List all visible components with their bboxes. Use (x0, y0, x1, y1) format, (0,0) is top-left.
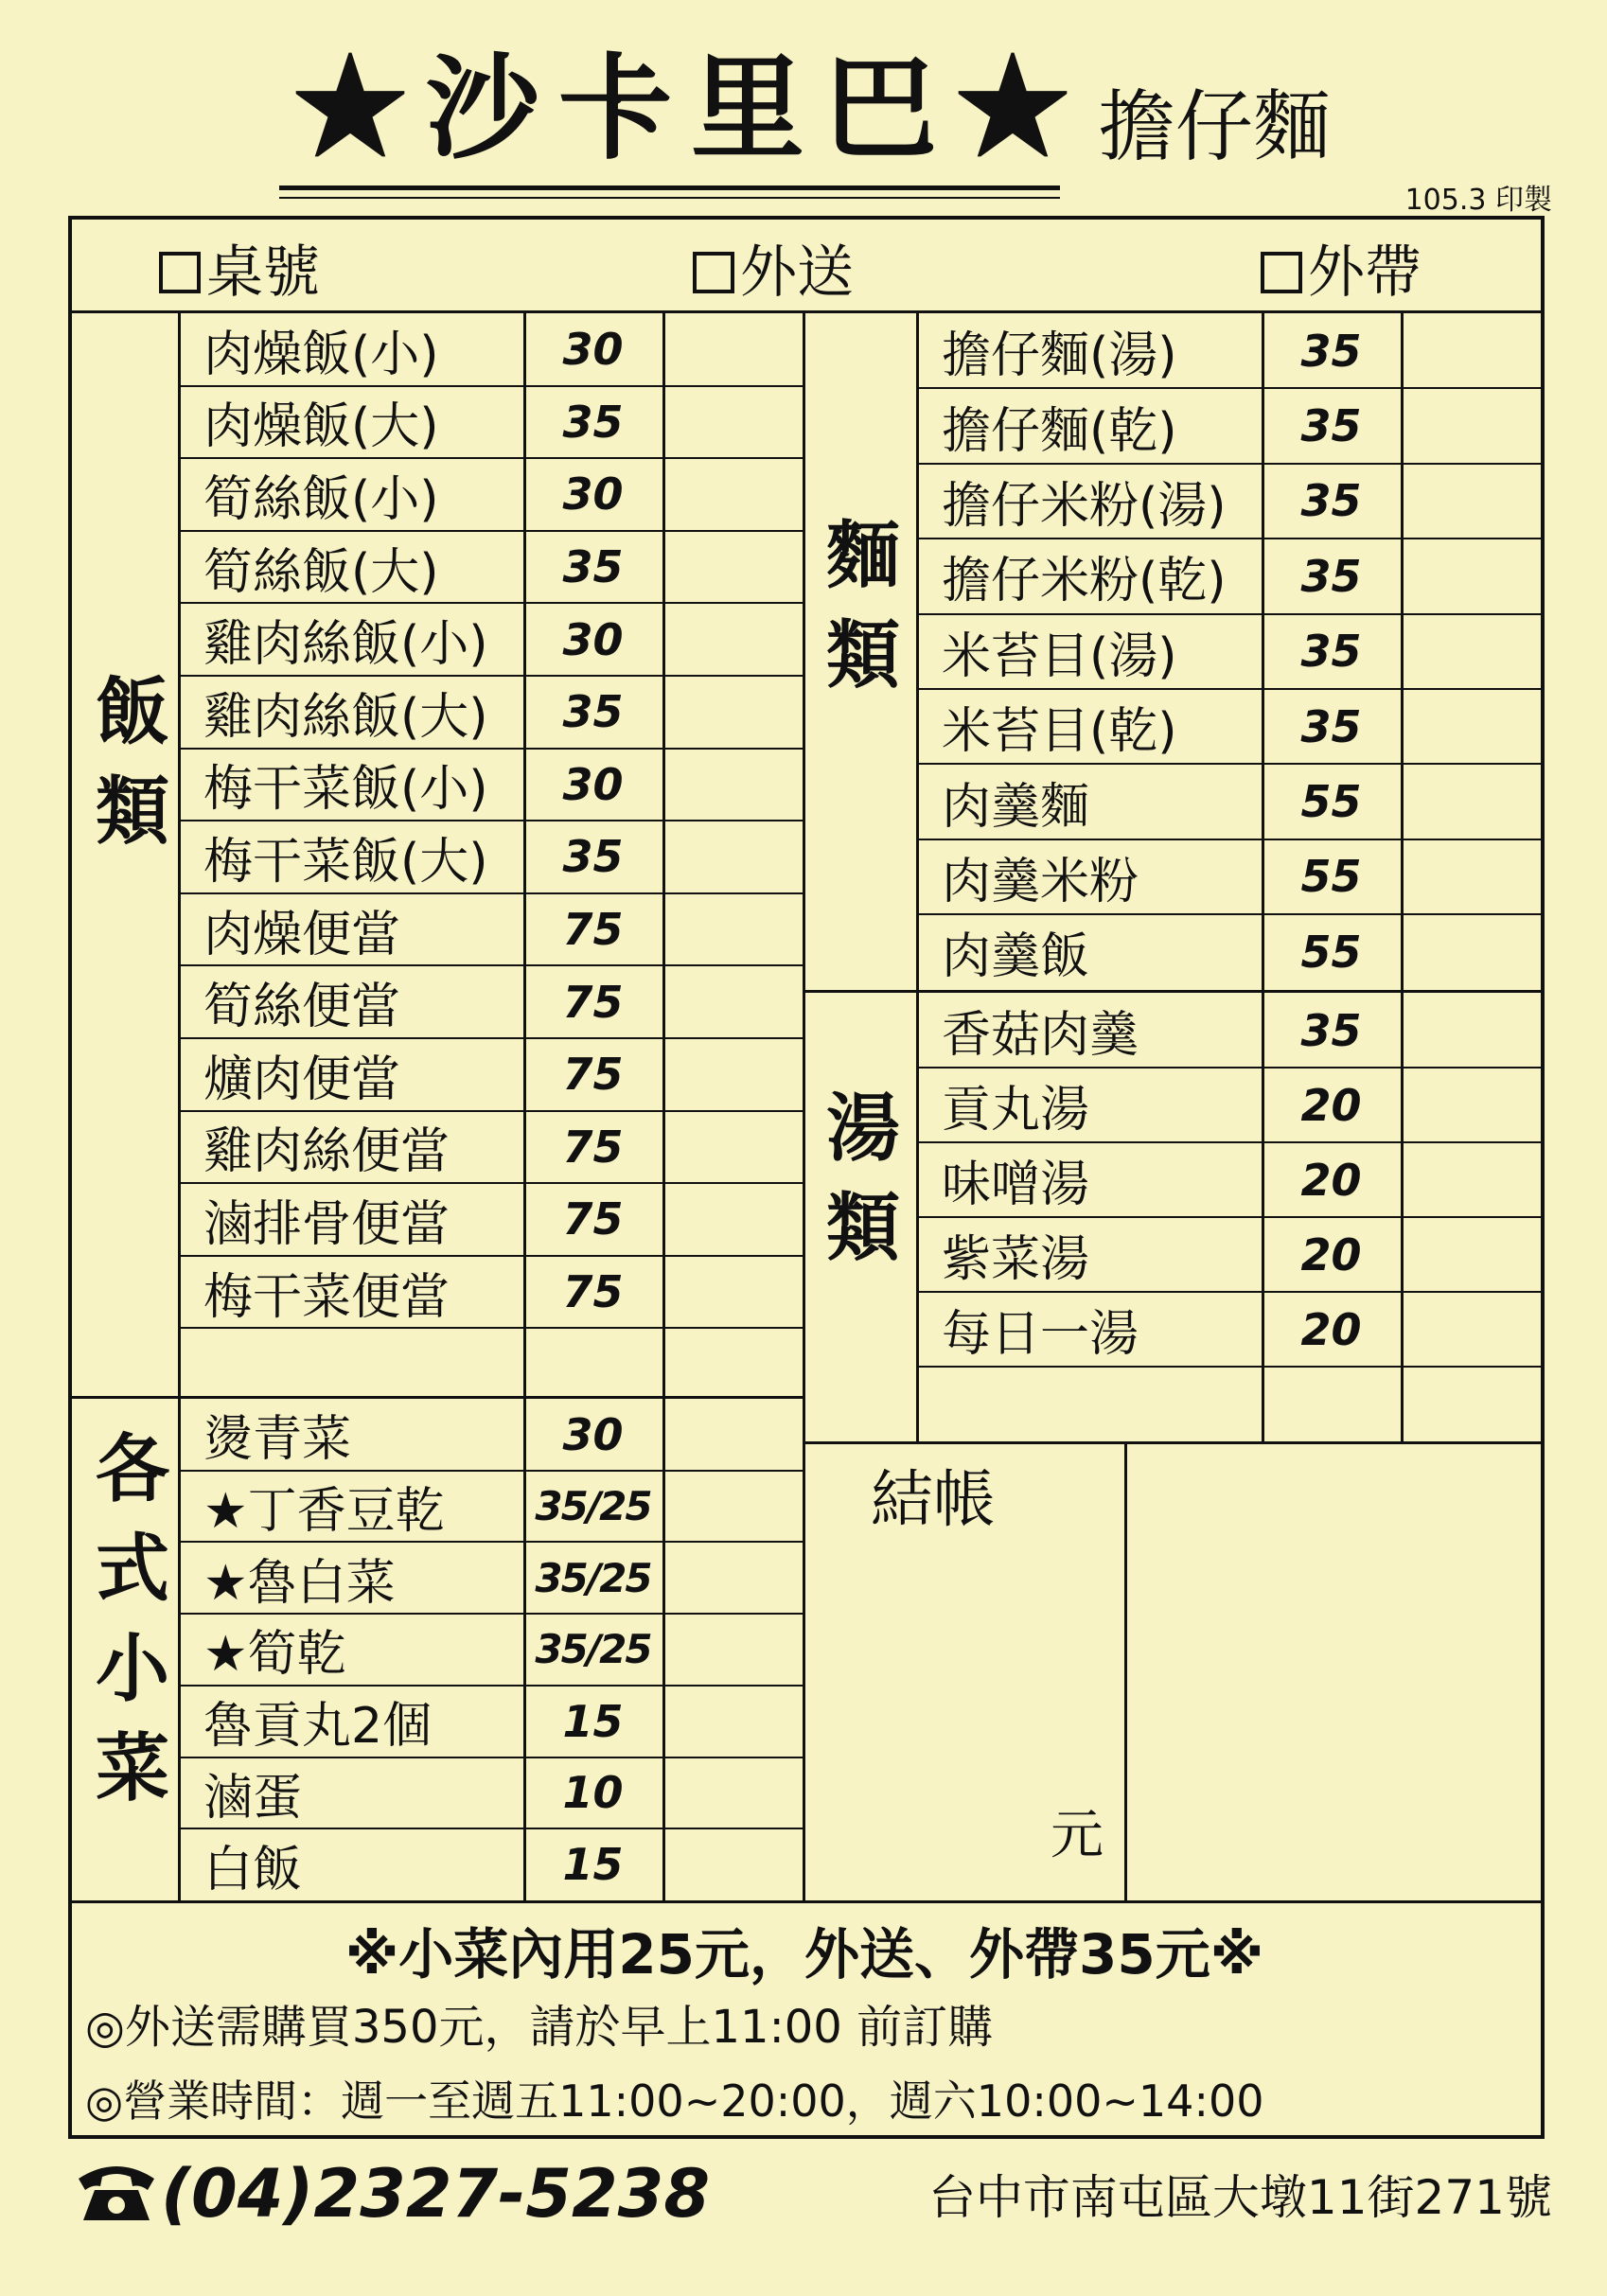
order-type-takeout[interactable] (1261, 235, 1507, 310)
menu-item-name: 筍絲便當 (203, 979, 401, 1036)
row-divider (919, 1216, 1541, 1218)
side-menu-row (181, 1471, 803, 1543)
order-type-delivery[interactable] (693, 235, 939, 310)
checkout-unit: 元 (1051, 1805, 1104, 1866)
rice-category-label: 飯 類 (95, 669, 169, 856)
menu-item-price: 35/25 (535, 1483, 651, 1530)
menu-item-price: 20 (1300, 1154, 1362, 1206)
noodle-menu-row (919, 464, 1541, 539)
quantity-field[interactable] (662, 1041, 803, 1108)
address: 台中市南屯區大墩11街271號 (927, 2170, 1552, 2225)
menu-item-name: 梅干菜便當 (203, 1268, 450, 1326)
noodle-menu-row (919, 313, 1541, 388)
row-divider (181, 530, 803, 532)
menu-item-name: ★魯白菜 (203, 1554, 396, 1612)
menu-item-name: 雞肉絲飯(小) (203, 616, 488, 674)
row-divider (181, 1327, 803, 1329)
rice-menu-row (181, 603, 803, 676)
quantity-field[interactable] (1401, 1369, 1541, 1439)
menu-item-name: 滷蛋 (203, 1769, 303, 1827)
quantity-field[interactable] (1401, 541, 1541, 610)
menu-item-name: ★丁香豆乾 (203, 1483, 445, 1541)
soup-menu-row (919, 1367, 1541, 1441)
menu-item-name: 米苔目(湯) (942, 627, 1177, 685)
menu-item-name: 擔仔米粉(乾) (942, 553, 1227, 610)
rice-menu-row (181, 531, 803, 604)
menu-item-name: 香菇肉羹 (942, 1007, 1139, 1064)
row-divider (181, 675, 803, 677)
row-divider (181, 1685, 803, 1687)
side-menu-row (181, 1757, 803, 1829)
row-divider (919, 613, 1541, 615)
checkout-label: 結帳 (871, 1463, 996, 1536)
menu-item-price: 35 (562, 541, 624, 593)
rice-menu-row (181, 1038, 803, 1111)
menu-item-name: 筍絲飯(小) (203, 470, 439, 528)
row-divider (181, 892, 803, 894)
row-divider (181, 1255, 803, 1257)
quantity-field[interactable] (1401, 842, 1541, 911)
row-divider (181, 1541, 803, 1543)
quantity-field[interactable] (662, 1616, 803, 1683)
menu-item-price: 15 (562, 1695, 624, 1747)
menu-item-name: 滷排骨便當 (203, 1195, 450, 1253)
quantity-field[interactable] (662, 1688, 803, 1755)
takeout-checkbox[interactable] (1261, 252, 1302, 293)
quantity-field[interactable] (662, 389, 803, 456)
menu-item-price: 35 (1300, 700, 1362, 752)
soup-menu-row (919, 1142, 1541, 1217)
side-category-label: 各 式 小 菜 (95, 1426, 169, 1811)
row-divider (181, 602, 803, 604)
rice-menu-row (181, 821, 803, 893)
quantity-field[interactable] (1401, 917, 1541, 986)
menu-item-price: 35/25 (535, 1554, 651, 1601)
menu-item-price: 35 (562, 686, 624, 738)
menu-item-price: 30 (562, 758, 624, 810)
menu-item-name: 筍絲飯(大) (203, 543, 439, 601)
menu-item-name: ★筍乾 (203, 1626, 346, 1684)
noodle-menu-row (919, 839, 1541, 914)
rice-menu-row (181, 965, 803, 1038)
row-divider (181, 457, 803, 459)
rice-menu-row (181, 458, 803, 531)
menu-item-name: 梅干菜飯(小) (203, 761, 488, 819)
telephone-icon (74, 2158, 159, 2224)
menu-item-price: 30 (562, 468, 624, 521)
menu-item-name: 味噌湯 (942, 1157, 1090, 1213)
phone-number[interactable]: (04)2327-5238 (161, 2155, 711, 2233)
menu-item-name: 擔仔麵(湯) (942, 327, 1177, 385)
delivery-note: ◎外送需購買350元，請於早上11:00 前訂購 (85, 2001, 994, 2054)
quantity-field[interactable] (662, 534, 803, 601)
quantity-field[interactable] (1401, 391, 1541, 460)
side-dish-price-note: ※小菜內用25元，外送、外帶35元※ (344, 1922, 1264, 1987)
menu-item-price: 35 (1300, 400, 1362, 452)
menu-item-price: 35 (1300, 626, 1362, 678)
row-divider (181, 1037, 803, 1039)
center-divider (803, 310, 805, 1900)
menu-item-name: 肉羹麵 (942, 778, 1090, 836)
row-divider (919, 1141, 1541, 1143)
row-divider (181, 1828, 803, 1829)
quantity-field[interactable] (1401, 692, 1541, 761)
row-divider (181, 1613, 803, 1615)
menu-item-name: 肉燥便當 (203, 906, 401, 963)
noodle-category-label: 麵 類 (825, 513, 900, 699)
quantity-field[interactable] (662, 1402, 803, 1468)
rice-menu-row (181, 1256, 803, 1329)
side-menu-row (181, 1828, 803, 1900)
quantity-field[interactable] (1401, 767, 1541, 836)
order-type-label: 外送 (740, 239, 854, 306)
menu-item-name: 擔仔麵(乾) (942, 402, 1177, 460)
noodle-menu-row (919, 614, 1541, 689)
title-underline-thin (279, 197, 1060, 199)
side-menu-row (181, 1542, 803, 1614)
order-type-label: 外帶 (1308, 239, 1422, 306)
noodle-menu-row (919, 914, 1541, 989)
row-divider (181, 1110, 803, 1112)
quantity-field[interactable] (1401, 1220, 1541, 1289)
menu-item-price: 75 (562, 976, 624, 1028)
soup-menu-row (919, 1068, 1541, 1142)
side-menu-row (181, 1399, 803, 1471)
row-divider (919, 913, 1541, 915)
row-divider (919, 387, 1541, 389)
right-table-bottom (803, 1441, 1545, 1444)
menu-item-price: 35 (1300, 1004, 1362, 1056)
quantity-field[interactable] (1401, 1145, 1541, 1214)
menu-item-price: 55 (1300, 851, 1362, 903)
delivery-checkbox[interactable] (693, 252, 734, 293)
noodle-menu-row (919, 388, 1541, 463)
menu-item-price: 30 (562, 324, 624, 376)
menu-item-price: 20 (1300, 1228, 1362, 1280)
menu-item-price: 20 (1300, 1079, 1362, 1131)
menu-item-price: 55 (1300, 776, 1362, 828)
menu-item-price: 75 (562, 1049, 624, 1101)
quantity-field[interactable] (1401, 617, 1541, 686)
business-hours-note: ◎營業時間：週一至週五11:00~20:00，週六10:00~14:00 (85, 2075, 1264, 2127)
menu-item-name: 燙青菜 (203, 1411, 352, 1469)
row-divider (919, 538, 1541, 539)
menu-item-price: 30 (562, 613, 624, 665)
menu-item-price: 15 (562, 1839, 624, 1891)
order-type-label: 桌號 (206, 239, 320, 306)
soup-menu-row (919, 993, 1541, 1068)
quantity-field[interactable] (1401, 1295, 1541, 1364)
soup-menu-row (919, 1292, 1541, 1367)
row-divider (919, 1291, 1541, 1293)
quantity-field[interactable] (662, 823, 803, 891)
menu-item-name: 肉羹飯 (942, 928, 1090, 986)
quantity-field[interactable] (1401, 996, 1541, 1065)
quantity-field[interactable] (662, 1114, 803, 1181)
quantity-field[interactable] (662, 896, 803, 963)
table-bottom (68, 1900, 1545, 1903)
rice-menu-row (181, 313, 803, 386)
menu-item-price: 10 (562, 1767, 624, 1819)
rice-menu-row (181, 676, 803, 749)
menu-item-name: 每日一湯 (942, 1306, 1139, 1363)
menu-item-name: 肉羹米粉 (942, 853, 1139, 910)
quantity-field[interactable] (662, 1545, 803, 1611)
menu-item-name: 魯貢丸2個 (203, 1698, 433, 1756)
quantity-field[interactable] (662, 1474, 803, 1540)
table-number-checkbox[interactable] (159, 252, 201, 293)
menu-item-name: 雞肉絲便當 (203, 1123, 450, 1181)
menu-item-name: 爌肉便當 (203, 1051, 401, 1108)
row-divider (181, 1182, 803, 1184)
menu-item-price: 75 (562, 904, 624, 956)
quantity-field[interactable] (662, 606, 803, 673)
row-divider (181, 964, 803, 966)
menu-item-price: 35 (1300, 325, 1362, 377)
quantity-field[interactable] (662, 1331, 803, 1398)
row-divider (181, 820, 803, 821)
menu-item-name: 擔仔米粉(湯) (942, 477, 1227, 535)
title-underline (279, 185, 1060, 190)
soup-menu-row (919, 1217, 1541, 1292)
menu-item-price: 35 (1300, 475, 1362, 527)
noodle-menu-row (919, 689, 1541, 764)
row-divider (919, 839, 1541, 840)
menu-item-name: 貢丸湯 (942, 1082, 1090, 1139)
menu-item-name: 肉燥飯(小) (203, 326, 439, 383)
quantity-field[interactable] (662, 968, 803, 1035)
menu-item-price: 30 (562, 1408, 624, 1460)
row-divider (919, 763, 1541, 765)
rice-menu-row (181, 1183, 803, 1256)
rice-menu-row (181, 1111, 803, 1184)
row-divider (919, 1366, 1541, 1368)
rice-menu-row (181, 386, 803, 459)
row-divider (181, 1470, 803, 1472)
row-divider (919, 463, 1541, 465)
row-divider (181, 1757, 803, 1758)
print-date: 105.3 印製 (1404, 184, 1552, 217)
order-type-table[interactable] (159, 235, 405, 310)
restaurant-subtitle: 擔仔麵 (1098, 82, 1332, 172)
menu-item-price: 75 (562, 1193, 624, 1245)
menu-item-name: 梅干菜飯(大) (203, 833, 488, 891)
menu-item-price: 75 (562, 1266, 624, 1318)
quantity-field[interactable] (1401, 1070, 1541, 1139)
quantity-field[interactable] (662, 1186, 803, 1253)
quantity-field[interactable] (662, 461, 803, 528)
menu-item-name: 紫菜湯 (942, 1231, 1090, 1288)
quantity-field[interactable] (662, 1831, 803, 1898)
quantity-field[interactable] (1401, 316, 1541, 385)
rice-menu-row (181, 749, 803, 821)
side-menu-row (181, 1686, 803, 1757)
menu-item-price: 35 (1300, 550, 1362, 602)
row-divider (919, 1067, 1541, 1069)
menu-item-price: 35/25 (535, 1626, 651, 1673)
noodle-menu-row (919, 764, 1541, 839)
quantity-field[interactable] (662, 1760, 803, 1827)
row-divider (181, 748, 803, 750)
quantity-field[interactable] (662, 751, 803, 819)
noodle-menu-row (919, 539, 1541, 613)
quantity-field[interactable] (662, 679, 803, 746)
side-menu-row (181, 1614, 803, 1686)
rice-menu-row (181, 1328, 803, 1401)
row-divider (181, 385, 803, 387)
menu-item-name: 白飯 (203, 1841, 303, 1899)
menu-item-price: 55 (1300, 926, 1362, 978)
menu-item-price: 35 (562, 831, 624, 883)
menu-item-name: 肉燥飯(大) (203, 398, 439, 456)
rice-menu-row (181, 893, 803, 966)
restaurant-name: ★沙卡里巴★ (293, 42, 1088, 175)
menu-item-price: 75 (562, 1121, 624, 1173)
quantity-field[interactable] (662, 316, 803, 383)
menu-item-price: 20 (1300, 1303, 1362, 1355)
soup-category-label: 湯 類 (825, 1086, 900, 1272)
menu-item-price: 35 (562, 396, 624, 448)
menu-item-name: 雞肉絲飯(大) (203, 688, 488, 746)
row-divider (919, 688, 1541, 690)
checkout-amount-field[interactable] (1128, 1445, 1541, 1898)
menu-item-name: 米苔目(乾) (942, 703, 1177, 761)
quantity-field[interactable] (662, 1259, 803, 1326)
quantity-field[interactable] (1401, 467, 1541, 536)
